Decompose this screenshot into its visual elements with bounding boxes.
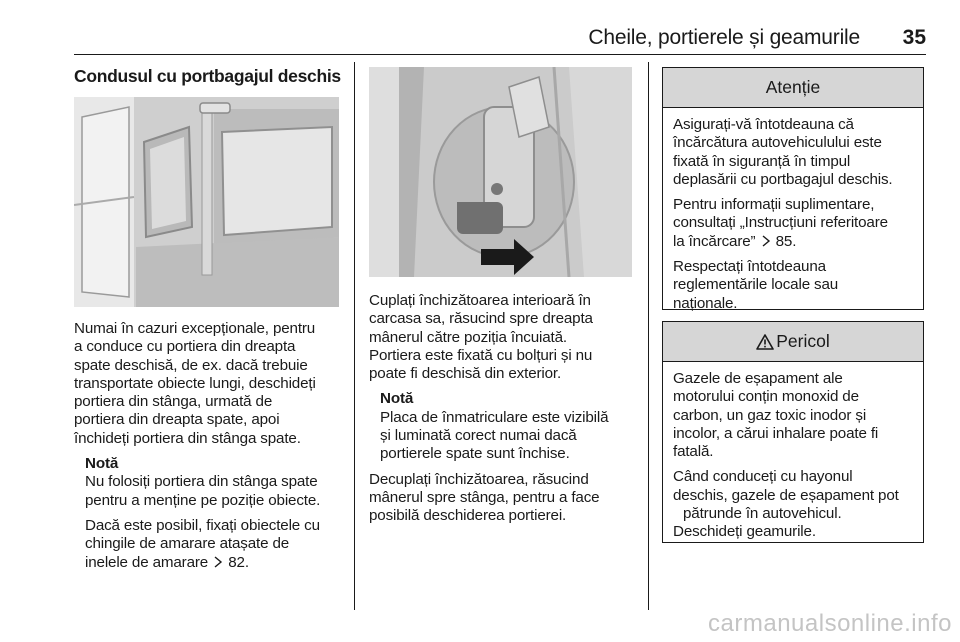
text-line: Gazele de eșapament ale (673, 370, 843, 387)
text-line: a conduce cu portiera din dreapta (74, 338, 296, 356)
text-line: portiera din stânga, urmată de (74, 393, 273, 411)
illustration-rear-doors (74, 97, 339, 307)
col2-paragraph-2 (369, 471, 639, 526)
text-line: Decuplați închizătoarea, răsucind (369, 470, 589, 488)
page-reference-icon (761, 235, 771, 247)
danger-box-body (663, 362, 923, 552)
text-line: închideți portiera din stânga spate. (74, 429, 301, 447)
text-line: pătrunde în autovehicul. (683, 505, 842, 523)
col1-note-continued (74, 517, 344, 572)
attention-paragraph-2 (673, 196, 913, 251)
illustration-door-latch (369, 67, 632, 277)
text-line: deplasării cu portbagajul deschis. (673, 170, 893, 188)
danger-box (662, 321, 924, 543)
page-reference[interactable]: 85. (775, 232, 797, 250)
text-line: naționale. (673, 294, 738, 312)
note-title: Notă (85, 455, 119, 473)
text-line: mânerul spre stânga, pentru a face (369, 488, 600, 506)
col1-paragraph (74, 320, 344, 448)
text-line: Nu folosiți portiera din stânga spate (85, 473, 318, 491)
col2-note (369, 390, 639, 463)
text-line: și luminată corect numai dacă (380, 427, 577, 445)
header-rule (74, 54, 926, 55)
col1-note (74, 455, 344, 510)
text-line: Dacă este posibil, fixați obiectele cu (85, 516, 320, 534)
watermark: carmanualsonline.info (708, 610, 952, 637)
note-title: Notă (380, 390, 414, 408)
col2-body (369, 292, 639, 526)
text-line: Deschideți geamurile. (673, 523, 816, 541)
text-line: Pentru informații suplimentare, (673, 196, 875, 214)
text-line: fixată în siguranță în timpul (673, 152, 851, 170)
text-line (85, 554, 344, 572)
text-line: portiera din dreapta spate, apoi (74, 411, 280, 429)
page-reference-icon (213, 556, 223, 568)
danger-box-title: Pericol (776, 331, 830, 351)
text-line: poate fi deschisă din exterior. (369, 365, 562, 383)
text-line: Numai în cazuri excepționale, pentru (74, 320, 316, 337)
attention-box-title: Atenție (663, 68, 923, 108)
text-line: posibilă deschiderea portierei. (369, 507, 567, 525)
header-title: Cheile, portierele și geamurile (588, 26, 860, 49)
text-line: consultați „Instrucțiuni referitoare (673, 214, 888, 232)
warning-triangle-icon (756, 334, 774, 350)
text-line: reglementările locale sau (673, 276, 839, 294)
text-line: spate deschisă, de ex. dacă trebuie (74, 356, 308, 374)
text-line: Portiera este fixată cu bolțuri și nu (369, 346, 593, 364)
text-fragment: la încărcare” (673, 232, 756, 250)
text-line: portierele spate sunt închise. (380, 445, 570, 463)
text-line: incolor, a cărui inhalare poate fi (673, 424, 879, 442)
text-line: mânerul către poziția încuiată. (369, 328, 567, 346)
section-title: Condusul cu portbagajul deschis (74, 66, 341, 86)
text-line: Cuplați închizătoarea interioară în (369, 292, 591, 309)
attention-paragraph-3 (673, 258, 913, 313)
danger-paragraph-1 (673, 370, 913, 461)
text-line: motorului conțin monoxid de (673, 388, 859, 406)
text-line: carcasa sa, răsucind spre dreapta (369, 310, 593, 328)
attention-box-body (663, 108, 923, 323)
text-line: încărcătura autovehiculului este (673, 134, 882, 152)
text-fragment: inelele de amarare (85, 553, 209, 571)
text-line: fatală. (673, 443, 714, 461)
page-header (74, 26, 926, 56)
col2-paragraph-1 (369, 292, 639, 383)
page-number: 35 (902, 26, 926, 49)
text-line: carbon, un gaz toxic inodor și (673, 406, 867, 424)
page-reference[interactable]: 82. (228, 553, 249, 571)
attention-paragraph-1 (673, 116, 913, 189)
text-line: pentru a menține pe poziție obiecte. (85, 491, 321, 509)
attention-box (662, 67, 924, 310)
danger-box-header (663, 322, 923, 362)
text-line: chingile de amarare atașate de (85, 535, 290, 553)
column-divider-2 (648, 62, 649, 610)
text-line: Asigurați-vă întotdeauna că (673, 116, 854, 133)
text-line: Placa de înmatriculare este vizibilă (380, 408, 609, 426)
col1-body (74, 320, 344, 572)
danger-paragraph-2 (673, 468, 913, 541)
text-line: deschis, gazele de eșapament pot (673, 486, 899, 504)
text-line: transportate obiecte lungi, deschideți (74, 374, 316, 392)
column-divider-1 (354, 62, 355, 610)
text-line: Respectați întotdeauna (673, 258, 826, 276)
text-line: Când conduceți cu hayonul (673, 468, 853, 486)
